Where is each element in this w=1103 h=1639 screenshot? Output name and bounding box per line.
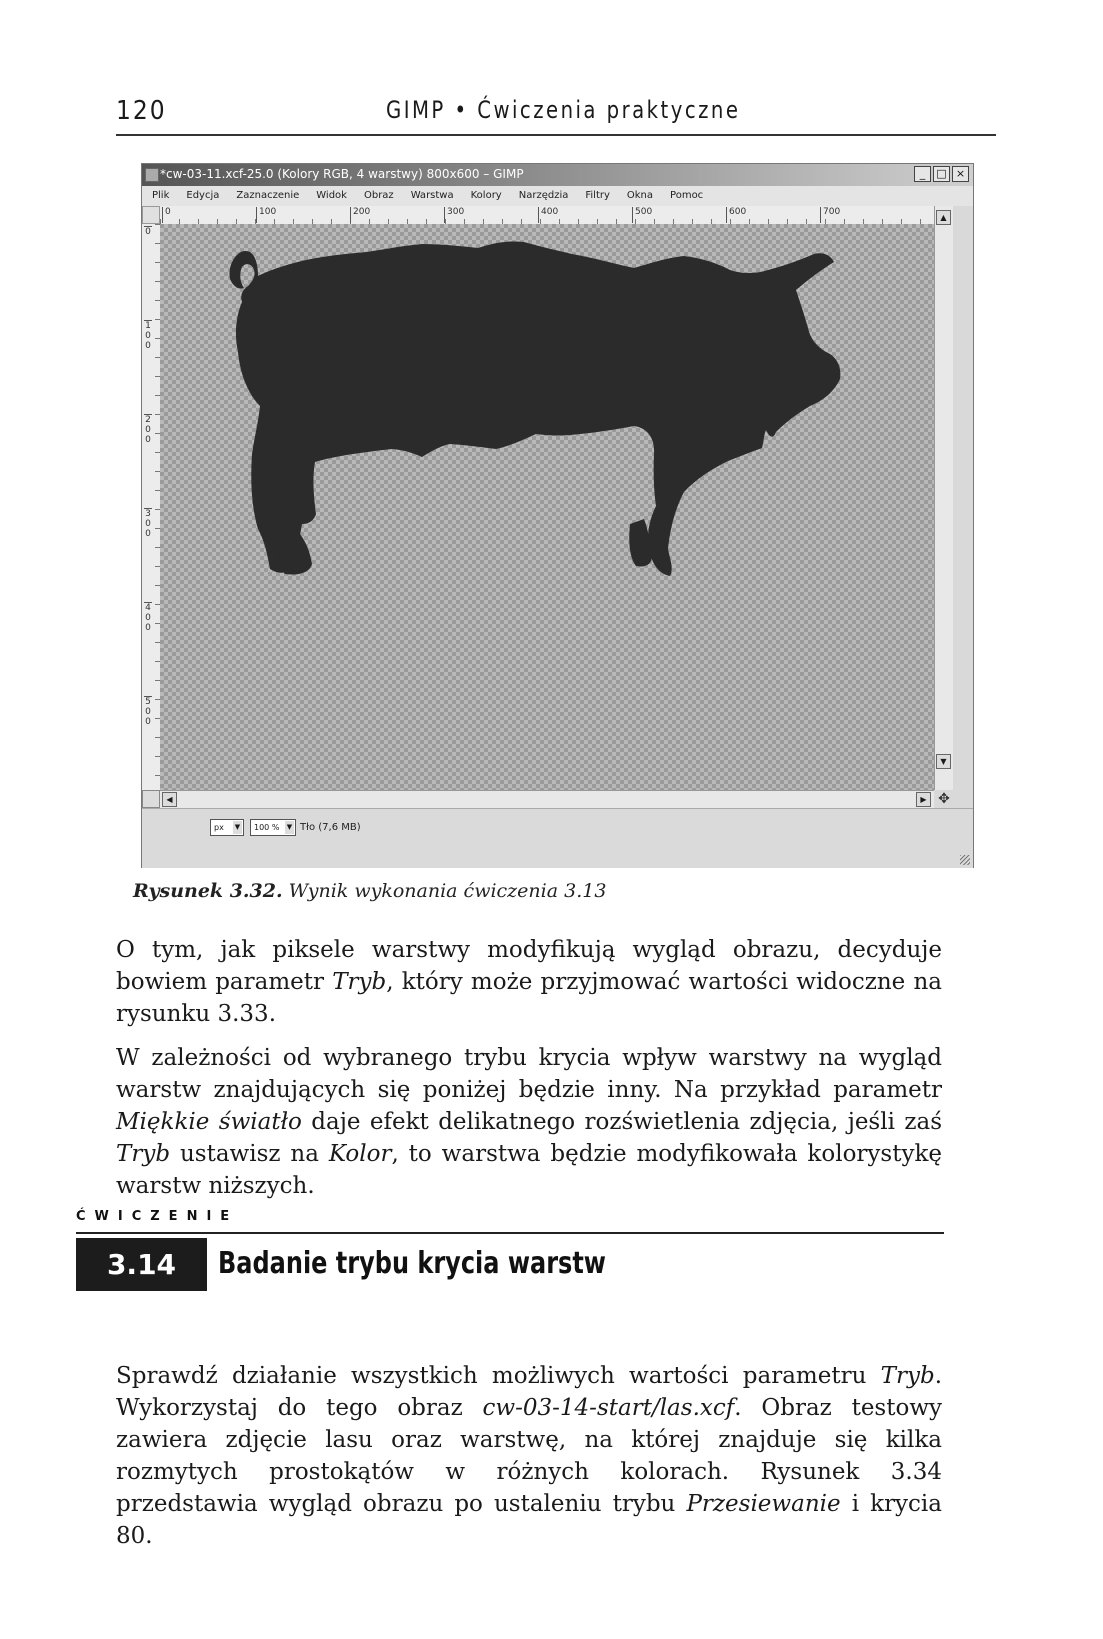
zoom-selector[interactable] <box>250 819 296 836</box>
ruler-corner-menu-icon[interactable] <box>142 206 160 224</box>
hruler-tick: 0 <box>162 207 171 223</box>
unit-selector[interactable] <box>210 819 244 836</box>
chevron-down-icon: ▼ <box>285 821 294 834</box>
layer-info: Tło (7,6 MB) <box>300 822 361 833</box>
italic-term: Kolor <box>328 1141 392 1167</box>
italic-term: Miękkie światło <box>116 1109 302 1135</box>
menu-zaznaczenie[interactable]: Zaznaczenie <box>236 190 300 201</box>
menu-filtry[interactable]: Filtry <box>585 190 610 201</box>
italic-term: Przesiewanie <box>686 1491 841 1517</box>
scroll-right-icon[interactable]: ▶ <box>916 792 931 807</box>
text-run: O tym, jak piksele warstwy modyfikują wygląd obrazu, decyduje bowiem parametr <box>116 937 942 995</box>
exercise-number: 3.14 <box>76 1238 207 1291</box>
horizontal-ruler[interactable] <box>160 206 952 225</box>
menu-widok[interactable]: Widok <box>316 190 347 201</box>
horizontal-scrollbar[interactable] <box>160 790 934 809</box>
hruler-tick: 700 <box>820 207 840 223</box>
hruler-tick: 600 <box>726 207 746 223</box>
exercise-rule <box>76 1232 944 1234</box>
menu-pomoc[interactable]: Pomoc <box>670 190 704 201</box>
caption-label: Rysunek 3.32. <box>133 880 283 902</box>
minimize-icon[interactable]: _ <box>914 166 931 182</box>
scroll-down-icon[interactable]: ▼ <box>936 754 951 769</box>
menu-narzedzia[interactable]: Narzędzia <box>518 190 569 201</box>
text-run: , który może przyjmować wartości widoczne na rysunku 3.33. <box>116 969 942 1027</box>
italic-term: cw-03-14-start/las.xcf <box>482 1395 735 1421</box>
text-run: i krycia 80. <box>116 1491 943 1549</box>
exercise-title: Badanie trybu krycia warstw <box>218 1246 606 1281</box>
hruler-tick: 400 <box>538 207 558 223</box>
vertical-ruler[interactable] <box>142 224 161 790</box>
hruler-tick: 100 <box>256 207 276 223</box>
image-canvas[interactable] <box>160 224 934 790</box>
vruler-tick: 200 <box>145 415 151 445</box>
pig-front-leg <box>629 519 652 567</box>
menu-obraz[interactable]: Obraz <box>363 190 394 201</box>
paragraph-1 <box>116 934 942 1030</box>
navigate-icon[interactable]: ✥ <box>938 791 950 807</box>
unit-value: px <box>214 823 224 832</box>
pig-silhouette <box>229 241 840 576</box>
vruler-tick: 100 <box>145 321 151 351</box>
hruler-tick: 200 <box>350 207 370 223</box>
scroll-left-icon[interactable]: ◀ <box>162 792 177 807</box>
hruler-tick: 500 <box>632 207 652 223</box>
running-title: GIMP • Ćwiczenia praktyczne <box>386 96 741 124</box>
text-run: . Obraz testowy zawiera zdjęcie lasu oraz warstwę, na której znajduje się kilka rozmytych prostokątów w różnych kolorach. Rysunek 3.34 przedstawia wygląd obrazu po ustaleniu trybu <box>116 1395 943 1517</box>
menu-plik[interactable]: Plik <box>152 190 170 201</box>
app-icon <box>145 168 159 182</box>
vruler-tick: 400 <box>145 603 151 633</box>
vruler-tick: 500 <box>145 697 151 727</box>
italic-term: Tryb <box>116 1141 171 1167</box>
text-run: Sprawdź działanie wszystkich możliwych wartości parametru <box>116 1363 881 1389</box>
vruler-tick: 0 <box>145 227 151 237</box>
zoom-value: 100 % <box>254 823 280 832</box>
window-titlebar <box>142 164 973 186</box>
italic-term: Tryb <box>880 1363 935 1389</box>
hruler-tick: 300 <box>444 207 464 223</box>
pig-silhouette-image <box>160 224 934 790</box>
page-number: 120 <box>116 96 167 126</box>
quick-mask-icon[interactable] <box>142 790 160 808</box>
menu-kolory[interactable]: Kolory <box>470 190 502 201</box>
text-run: ustawisz na <box>170 1141 329 1167</box>
scroll-up-icon[interactable]: ▲ <box>936 210 951 225</box>
close-icon[interactable]: × <box>952 166 969 182</box>
menu-edycja[interactable]: Edycja <box>186 190 220 201</box>
window-controls <box>914 166 969 182</box>
status-bar <box>142 808 973 868</box>
menu-bar <box>142 186 973 206</box>
italic-term: Tryb <box>332 969 387 995</box>
resize-grip-icon[interactable] <box>960 855 970 865</box>
exercise-label: ĆWICZENIE <box>76 1209 239 1224</box>
vruler-tick: 300 <box>145 509 151 539</box>
text-run: , to warstwa będzie modyfikowała kolorystykę warstw niższych. <box>116 1141 942 1199</box>
gimp-window-screenshot <box>141 163 974 868</box>
text-run: . Wykorzystaj do tego obraz <box>116 1363 942 1421</box>
header-rule <box>116 134 996 136</box>
window-title: *cw-03-11.xcf-25.0 (Kolory RGB, 4 warstwy) 800x600 – GIMP <box>160 167 524 181</box>
figure-caption <box>133 880 606 902</box>
running-header <box>116 96 996 136</box>
text-run: W zależności od wybranego trybu krycia wpływ warstwy na wygląd warstw znajdujących się poniżej będzie inny. Na przykład parametr <box>116 1045 942 1103</box>
paragraph-2 <box>116 1042 942 1202</box>
text-run: daje efekt delikatnego rozświetlenia zdjęcia, jeśli zaś <box>301 1109 942 1135</box>
maximize-icon[interactable]: □ <box>933 166 950 182</box>
caption-text: Wynik wykonania ćwiczenia 3.13 <box>288 880 607 902</box>
paragraph-3 <box>116 1360 942 1552</box>
chevron-down-icon: ▼ <box>233 821 242 834</box>
menu-okna[interactable]: Okna <box>626 190 654 201</box>
menu-warstwa[interactable]: Warstwa <box>410 190 454 201</box>
vertical-scrollbar[interactable] <box>934 206 953 790</box>
